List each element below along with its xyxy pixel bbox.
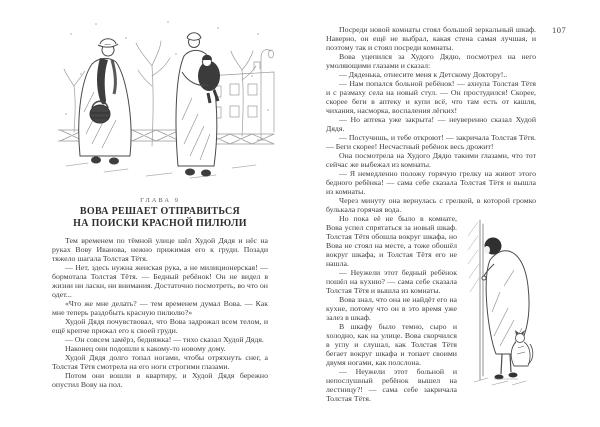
chapter-title-line-1: ВОВА РЕШАЕТ ОТПРАВИТЬСЯ [79,206,241,217]
paragraph: — Неужели этот больной и непослушный ребёнок вышел на лестницу?! — сама себе закричала Толстая Тётя. [326,367,457,403]
paragraph: Худой Дядя почувствовал, что Вова задрожал всем телом, и ещё крепче прижал его к своей груди. [52,317,268,335]
paragraph: Вова уцепился за Худого Дядю, посмотрел на него умоляющими глазами и сказал: [326,52,536,70]
paragraph: — Он совсем замёрз, бедняжка! — тихо сказал Худой Дядя. [65,335,264,344]
fat-aunt-figure [79,39,131,165]
paragraph: — Нам попался больной ребёнок! — ахнула Толстая Тётя и с размаху села на новый стул. — Он простудился! Скорее, скорее беги в аптеку и купи всё, что там есть от кашля, чихания, насморка, воспаления лёгких! [326,79,536,115]
paragraph: Потом они вошли в квартиру, и Худой Дядя бережно опустил Вову на пол. [52,371,268,389]
paragraph: Она посмотрела на Худого Дядю такими глазами, что тот сейчас же выбежал из комнаты. [326,151,536,169]
paragraph: — Неужели этот бедный ребёнок пошёл на кухню? — сама себе сказала Толстая Тётя и вышла из комнаты. [326,268,457,295]
right-page-text [326,25,536,403]
paragraph: Посреди новой комнаты стоял большой зеркальный шкаф. Наверно, он ещё не выбрал, какая стена самая лучшая, и поэтому так и стоял посреди комнаты. [326,25,536,52]
right-page [300,0,600,427]
paragraph: «Что же мне делать? — тем временем думал Вова. — Как мне теперь раздобыть красную пилюлю?» [52,299,268,317]
paragraph: — Я немедленно положу горячую грелку на живот этого бедного ребёнка! — сама себе сказала Толстая Тётя и вышла из комнаты. [326,169,536,196]
paragraph: Наконец они подошли к какому-то новому дому. [65,344,226,353]
chapter-label: ГЛАВА 9 [140,197,180,204]
wardrobe-aunt-illustration [464,216,536,396]
paragraph: В шкафу было темно, сыро и холодно, как на улице. Вова скорчился в углу и слушал, как Толстая Тётя бегает вокруг шкафа и топает своими двумя ногами, как полслона. [326,322,457,367]
page-number: 107 [552,25,567,35]
paragraph: Но пока её не было в комнате, Вова успел спрятаться за новый шкаф. Толстая Тётя обошла вокруг шкафа, но Вова не стоял на месте, а тоже обошёл вокруг шкафа, и Толстая Тётя его не нашла. [326,214,457,268]
street-scene-illustration [56,12,276,188]
paragraph: Через минуту она вернулась с грелкой, в которой громко булькала горячая вода. [326,196,536,214]
paragraph: — Нет, здесь нужна женская рука, а не милиционерская! — бормотала Толстая Тётя. — Бедный ребёнок! Он не видел в жизни ни ласки, ни внимания. Достаточно посмотреть, во что он одет... [52,263,268,299]
paragraph: Вова знал, что она не найдёт его на кухне, потому что он в это время уже залез в шкаф. [326,295,457,322]
chapter-title-line-2: НА ПОИСКИ КРАСНОЙ ПИЛЮЛИ [73,217,247,229]
paragraph: Тем временем по тёмной улице шёл Худой Дядя и нёс на руках Вову Иванова, нежно прижимая его к груди. Позади тяжело шагала Толстая Тётя. [52,236,268,263]
thin-uncle-figure [176,33,220,177]
paragraph: Худой Дядя долго топал ногами, чтобы отряхнуть снег, а Толстая Тётя смотрела на его ноги строгими глазами. [52,353,268,371]
paragraph: — Но аптека уже закрыта! — неуверенно сказал Худой Дядя. [326,115,536,133]
chapter-title [36,206,284,229]
left-page-text [52,236,268,389]
paragraph: — Постучишь, и тебе откроют! — закричала Толстая Тётя. — Беги скорее! Несчастный ребёнок весь дрожит! [326,133,536,151]
paragraph: — Дяденька, отнесите меня к Детскому Доктору!.. [339,70,508,79]
